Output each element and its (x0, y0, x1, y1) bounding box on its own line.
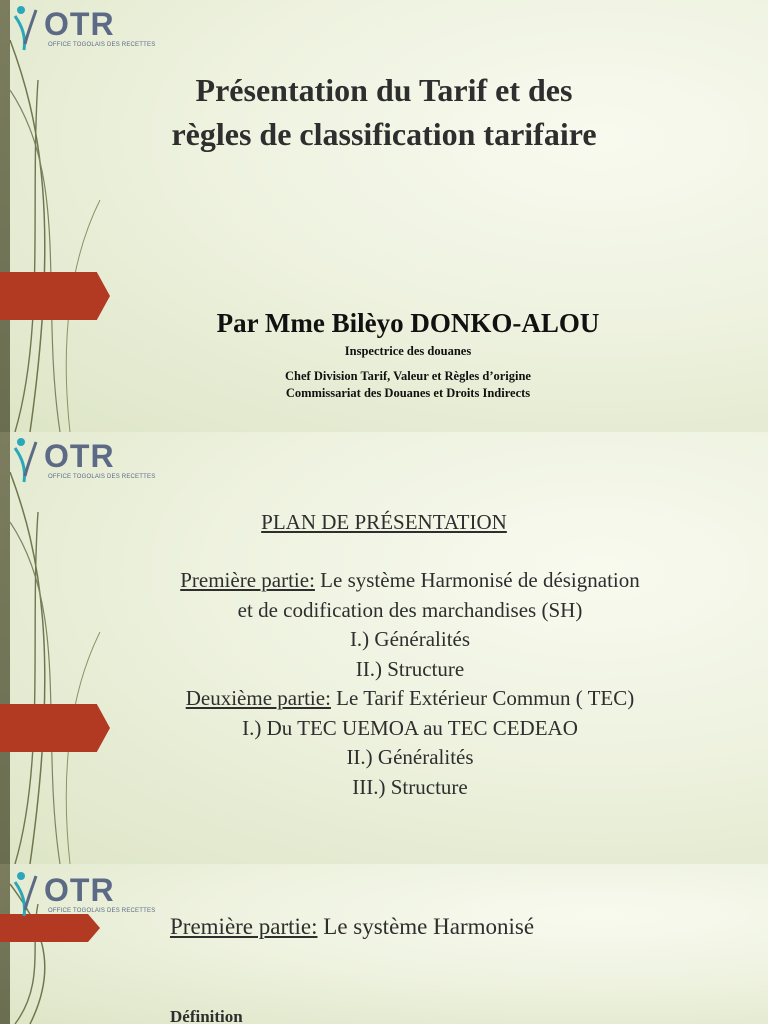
plan-title: PLAN DE PRÉSENTATION (261, 510, 507, 534)
logo-subtitle: OFFICE TOGOLAIS DES RECETTES (48, 908, 156, 914)
presenter-role-2: Chef Division Tarif, Valeur et Règles d’origine (285, 369, 531, 383)
presenter-role-3: Commissariat des Douanes et Droits Indirects (285, 386, 531, 400)
list-item: I.) Du TEC UEMOA au TEC CEDEAO (242, 715, 578, 740)
slide-3 (0, 864, 768, 1024)
heading-text: Le système Harmonisé (317, 914, 535, 939)
list-item: III.) Structure (352, 774, 468, 799)
slide-3-heading (170, 914, 534, 940)
list-item: II.) Structure (355, 656, 465, 681)
logo-mark-icon (12, 870, 46, 918)
logo-mark-icon (12, 4, 46, 52)
logo-mark-icon (12, 436, 46, 484)
otr-logo (12, 870, 156, 920)
slide-1 (0, 0, 768, 432)
heading-label: Première partie: (170, 914, 318, 939)
logo-text: OTR (44, 438, 115, 474)
list-item: II.) Généralités (346, 745, 474, 769)
logo-text: OTR (44, 872, 115, 908)
plan-list (60, 566, 760, 802)
otr-logo (12, 4, 156, 54)
title-line-1: Présentation du Tarif et des (195, 72, 573, 108)
part-2-label: Deuxième partie: (185, 686, 331, 710)
part-1-label: Première partie: (180, 568, 315, 592)
logo-text: OTR (44, 6, 115, 42)
logo-subtitle: OFFICE TOGOLAIS DES RECETTES (48, 42, 156, 48)
plan-part-1-line (60, 566, 760, 596)
definition-heading: Définition (170, 1007, 243, 1024)
otr-logo (12, 436, 156, 486)
part-1-text-b: et de codification des marchandises (SH) (237, 597, 583, 622)
logo-subtitle: OFFICE TOGOLAIS DES RECETTES (48, 474, 156, 480)
plan-part-2-line (60, 684, 760, 714)
list-item: I.) Généralités (349, 627, 471, 651)
slide-2 (0, 432, 768, 864)
part-2-text: Le Tarif Extérieur Commun ( TEC) (330, 686, 635, 710)
presenter-role-1: Inspectrice des douanes (344, 344, 472, 358)
decorative-swirl (0, 0, 110, 432)
slide-1-title (0, 68, 768, 156)
part-1-text-a: Le système Harmonisé de désignation (314, 568, 640, 592)
presenter-name: Par Mme Bilèyo DONKO-ALOU (216, 308, 600, 338)
title-line-2: règles de classification tarifaire (171, 116, 597, 152)
